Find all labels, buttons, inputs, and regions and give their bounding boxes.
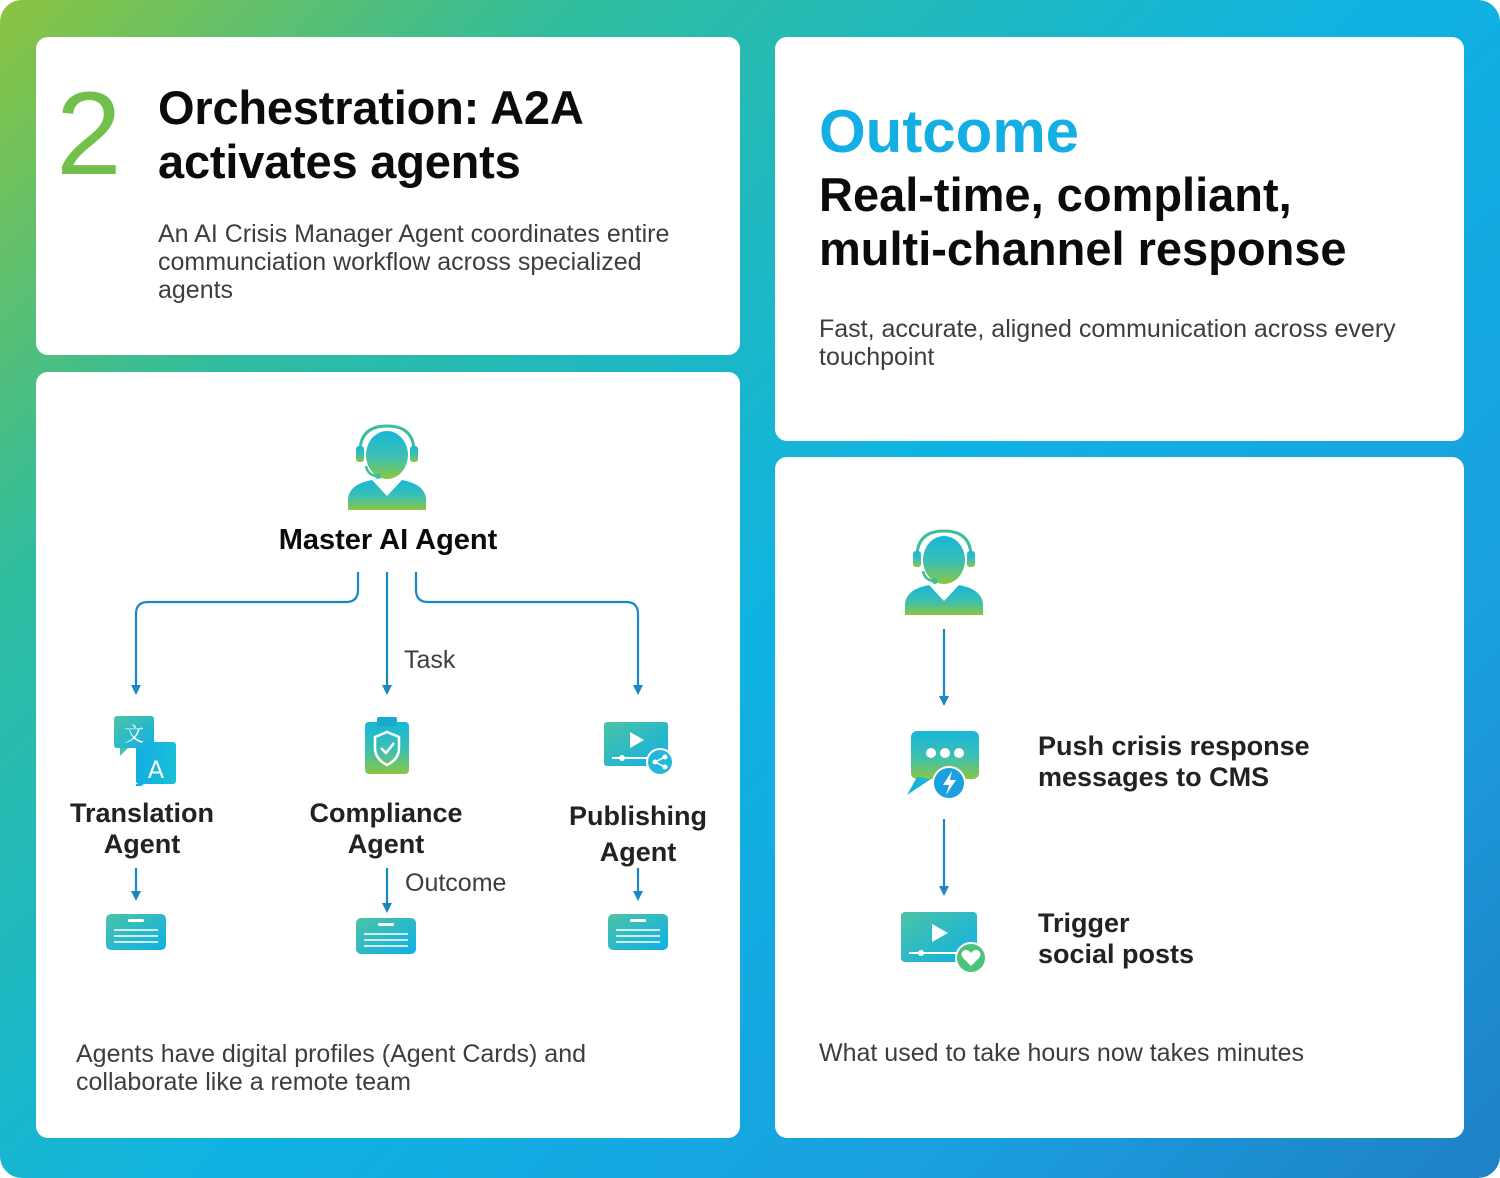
video-heart-icon (901, 912, 987, 974)
headset-agent-icon (346, 422, 428, 510)
translation-agent-name-line2: Agent (103, 829, 181, 859)
compliance-shield-icon (363, 716, 411, 776)
flow-step-push-line1: Push crisis response (1038, 731, 1310, 761)
step-number: 2 (56, 68, 122, 200)
master-agent-label: Master AI Agent (278, 524, 498, 556)
outcome-description: Fast, accurate, aligned communication across every touchpoint (819, 315, 1396, 371)
step-panel (36, 37, 740, 355)
step-title (158, 81, 584, 189)
flow-step-trigger-line2: social posts (1038, 939, 1195, 969)
agent-card-icon (608, 914, 668, 950)
translation-agent-name-line1: Translation (69, 798, 215, 828)
step-title-line1: Orchestration: A2A (158, 81, 584, 134)
video-share-icon (604, 722, 676, 776)
outcome-title-line1: Real-time, compliant, (819, 168, 1292, 221)
outcome-title (819, 168, 1347, 276)
flow-step-trigger-social (1038, 908, 1194, 970)
diagram-footer: Agents have digital profiles (Agent Cards) and collaborate like a remote team (76, 1040, 587, 1096)
flow-step-trigger-line1: Trigger (1038, 908, 1130, 938)
publishing-agent-label (548, 798, 728, 870)
compliance-agent-name-line2: Agent (347, 829, 425, 859)
connector-to-translation (136, 572, 358, 690)
translation-icon (114, 716, 178, 786)
svg-text:文: 文 (124, 722, 144, 746)
step-description: An AI Crisis Manager Agent coordinates entire communciation workflow across specialized agents (158, 220, 670, 304)
flow-panel (775, 457, 1464, 1138)
flow-step-push-cms (1038, 731, 1310, 793)
step-title-line2: activates agents (158, 135, 521, 188)
task-label: Task (404, 646, 456, 674)
headset-agent-icon (903, 527, 985, 615)
agent-card-icon (106, 914, 166, 950)
agent-card-icon (356, 918, 416, 954)
outcome-panel (775, 37, 1464, 441)
flow-step-push-line2: messages to CMS (1038, 762, 1270, 792)
flow-connectors (775, 457, 1464, 1138)
compliance-agent-label (286, 798, 486, 860)
outcome-title-line2: multi-channel response (819, 222, 1347, 275)
compliance-agent-name-line1: Compliance (309, 798, 463, 828)
translation-agent-label (46, 798, 238, 860)
flow-footer: What used to take hours now takes minutes (819, 1039, 1304, 1067)
outcome-edge-label: Outcome (405, 869, 507, 897)
outcome-heading: Outcome (819, 98, 1080, 165)
publishing-agent-name-line2: Agent (599, 837, 677, 867)
chat-bolt-icon (907, 729, 983, 803)
svg-text:A: A (147, 756, 165, 784)
publishing-agent-name-line1: Publishing (569, 801, 707, 831)
agents-diagram-panel (36, 372, 740, 1138)
